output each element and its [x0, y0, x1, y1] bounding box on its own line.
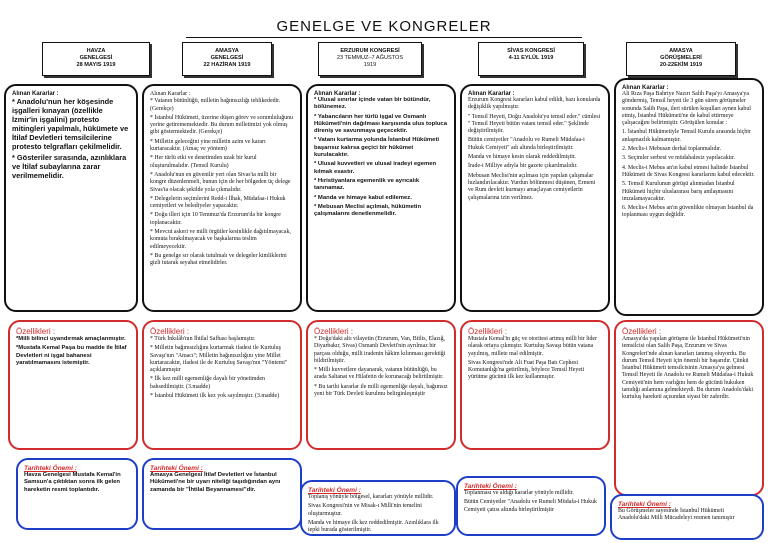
decision-item: * Doğu illeri için 10 Temmuz'da Erzurum'da bir kongre toplanacaktır. — [150, 212, 283, 226]
decision-item: * Bu genelge sır olarak tutulmalı ve delegeler kimliklerini gizli tutarak seyahat etmelidirler. — [150, 252, 289, 267]
page-title: GENELGE VE KONGRELER — [276, 18, 492, 35]
features-box-amasya-genelgesi — [142, 320, 302, 450]
feature-item: Mustafa Kemal'in güç ve otoritesi artmış milli bir lider olarak ortaya çıkmıştır. Kurtuluş Savaşı bütün vatana yayılmış, millete mal edilmiştir. — [468, 336, 599, 357]
header-line: GENELGESİ — [210, 55, 244, 61]
header-line: 4-11 EYLÜL 1919 — [508, 55, 554, 61]
decision-item: 4. Meclis-i Mebus an'ın kabul etmesi halinde İstanbul Hükümeti de Sivas Kongresi kararlarını kabul edecektir. — [622, 164, 755, 178]
header-sivas-kongresi — [478, 42, 584, 76]
header-havza — [42, 42, 150, 76]
importance-label: Tarihteki Önemi : — [618, 501, 671, 508]
header-line: 22 HAZİRAN 1919 — [203, 62, 251, 68]
features-label: Özellikleri : — [150, 327, 190, 336]
features-box-amasya-gorusmeleri — [614, 320, 764, 496]
feature-item: Sivas Kongresi'nde Ali Fuat Paşa Batı Cephesi Komutanlığı'na getirilmiş, böylece Temsil Heyeti yürütme gücünü ilk kez kullanmıştır. — [468, 359, 586, 381]
importance-item: Toplanış yönüyle bölgesel, kararları yönüyle millidir. — [308, 494, 434, 500]
header-line: 20-22EKİM 1919 — [659, 62, 703, 68]
features-label: Özellikleri : — [468, 327, 508, 336]
header-erzurum-kongresi — [318, 42, 422, 76]
decisions-label: Alınan Kararlar : — [150, 91, 191, 97]
decision-item: * Milletin geleceğini yine milletin azim ve kararı kurtaracaktır. (Amaç ve yöntem) — [150, 138, 268, 153]
header-line: SİVAS KONGRESİ — [507, 48, 555, 54]
header-line: 1919 — [363, 62, 377, 68]
decision-item: * Mevcut askeri ve milli örgütler kesinlikle dağıtılmayacak, komuta bırakılmayacak ve başkalarına teslim edilmeyecektir. — [150, 229, 293, 250]
feature-item: * İlk kez milli egemenliğe dayalı bir yönetimden bahsedilmiştir. (3.madde) — [150, 376, 267, 390]
decision-item: * Hıristiyanlara egemenlik ve ayrıcalık tanınamaz. — [314, 177, 421, 192]
importance-label: Tarihteki Önemi : — [308, 487, 361, 494]
feature-item: * Bu tarihi kararlar ile milli egemenliğe dayalı, bağımsız yeni bir Türk Devleti kurulmu belirginleşmiştir — [314, 383, 450, 398]
decisions-box-amasya-gorusmeleri — [614, 78, 764, 316]
importance-item: Manda ve himaye ilk kez reddedilmiştir. Azınlıklara ilk tepki burada gösterilmiştir. — [308, 519, 441, 534]
header-line: 23 TEMMUZ–7 AĞUSTOS — [336, 55, 404, 61]
decisions-box-erzurum — [306, 84, 456, 312]
decision-item: * Gösteriler sırasında, azınlıklara ve İtilaf subaylarına zarar verilmemelidir. — [12, 153, 129, 180]
decisions-label: Alınan Kararlar : — [622, 85, 669, 91]
decision-item: Ali Rıza Paşa Bahriye Nazırı Salih Paşa'yı Amasya'ya göndermiş, Temsil heyeti ile 3 gün süren görüşmeler sonunda Salih Paşa, ileri sürülen koşulları aynen kabul etmiş, İstanbul Hükümeti'ne de kabul ettirmeye çalışacağını belirtmiştir. Görüşülen konular : — [622, 91, 753, 127]
decision-item: 5. Temsil Kurulunun görüşü alınmadan İstanbul Hükümeti hiçbir uluslararası barış antlaşmasını imzalamayacaktır. — [622, 181, 737, 202]
decision-item: * Yabancıların her türlü işgal ve Osmanlı Hükümeti'nin dağılması karşısında ulus topluca direniş ve savunmaya geçecektir. — [314, 113, 449, 135]
decision-item: * Ulusal kuvvetleri ve ulusal iradeyi egemen kılmak esastır. — [314, 161, 438, 175]
decision-item: * Anadolu'nun en güvenilir yeri olan Sivas'ta milli bir kongre düzenlenmeli, bunun için de her bölgeden üç delege Sivas'ta olacak şekilde yola çıkmalıdır. — [150, 171, 292, 193]
decisions-label: Alınan Kararlar : — [12, 91, 59, 97]
feature-item: * Milli kuvvetlere dayanarak, vatanın bütünlüğü, bu arada Saltanat ve Hilafetin de korunacağı belirtilmiştir. — [314, 367, 444, 381]
decision-item: 3. Seçimler serbest ve müdahalesiz yapılacaktır. — [622, 155, 736, 162]
features-box-havza — [8, 320, 138, 450]
features-label: Özellikleri : — [622, 327, 662, 336]
header-line: GÖRÜŞMELERİ — [660, 55, 702, 61]
decisions-label: Alınan Kararlar : — [468, 91, 515, 97]
decision-item: 1. İstanbul Hükümetiyle Temsil Kurulu arasında hiçbir anlaşmazlık kalmamıştır. — [622, 129, 753, 143]
decision-item: Mebusan Meclisi'nin açılması için yapılan çalışmalar hızlandırılacaktır. Yurdun bölünmesi düşünen, Ermeni ve Rum devleti kurmayı amaçlayan cemiyetlerin çalışmalarına izin verilmez. — [468, 172, 597, 201]
importance-item: Bütün Cemiyetler "Anadolu ve Rumeli Müdafa-i Hukuk Cemiyeti çatısı altında birleştirilmiştir — [464, 499, 599, 513]
decisions-box-amasya-genelgesi — [142, 84, 302, 312]
importance-item: Bu Görüşmeler sayesinde İstanbul Hükümeti Anadolu'daki Milli Mücadeleyi resmen tanımıştır — [618, 508, 735, 522]
importance-box-amasya-genelgesi — [142, 458, 302, 530]
importance-label: Tarihteki Önemi : — [24, 465, 77, 472]
decision-item: Erzurum Kongresi kararları kabul edildi, bazı konularda değişiklik yapılmıştır. — [468, 97, 602, 111]
feature-item: * Türk İnkılâb'nın İhtilal Safhası başlamıştır. — [150, 336, 256, 342]
decision-item: * Delegelerin seçimlerini Redd-i İlhak, Müdafaa-i Hukuk cemiyetleri ve belediyeler yapacaktır. — [150, 195, 288, 210]
decisions-box-havza — [4, 84, 138, 312]
header-line: AMASYA — [215, 48, 239, 54]
feature-item: * Milletin bağımsızlığını kurtarmak ifadesi ile Kurtuluş Savaşı'nın "Amacı"; Milletin bağımsızlığını yine Millet kurtaracaktır, ifadesi ile de Kurtuluş Savaşı'nın "Yöntemi" açıklanmıştır — [150, 345, 289, 374]
importance-label: Tarihteki Önemi : — [464, 483, 517, 490]
decision-item: 2. Meclis-i Mebusan derhal toplanmalıdır. — [622, 146, 722, 153]
header-amasya-gorusmeleri — [626, 42, 736, 76]
decision-item: * Her türlü etki ve denetimden uzak bir kurul oluşturulmalıdır. (Temsil Kurulu) — [150, 155, 259, 169]
decisions-box-sivas — [460, 84, 610, 312]
decision-item: " Temsil Heyeti, Doğu Anadolu'yu temsil eder." cümlesi " Temsil Heyeti bütün vatanı temsil eder." Şeklinde değiştirilmiştir. — [468, 113, 602, 135]
header-line: ERZURUM KONGRESİ — [340, 48, 400, 54]
decision-item: * Manda ve himaye kabul edilemez. — [314, 194, 412, 201]
header-line: HAVZA — [86, 48, 106, 54]
title-underline — [186, 37, 582, 38]
features-label: Özellikleri : — [16, 327, 56, 336]
importance-box-sivas — [456, 476, 606, 536]
header-line: AMASYA — [669, 48, 693, 54]
feature-item: *Mustafa Kemal Paşa bu madde ile İtilaf Devletleri ni işgal bahanesi yaratılmamasını istemiştir. — [16, 345, 129, 366]
importance-box-erzurum — [300, 480, 456, 536]
features-box-sivas — [460, 320, 610, 450]
decisions-label: Alınan Kararlar : — [314, 91, 361, 97]
decision-item: * Vatanın bütünlüğü, milletin bağımsızlığı tehlikededir. (Gerekçe) — [150, 98, 282, 112]
importance-box-havza — [16, 458, 138, 530]
importance-box-amasya-gorusmeleri — [610, 494, 764, 540]
importance-item: Toplanması ve aldığı kararlar yönüyle millidir. — [464, 490, 574, 496]
decision-item: Bütün cemiyetler "Anadolu ve Rumeli Müdafaa-i Hukuk Cemiyeti" adı altında birleştirilmiştir. — [468, 137, 587, 151]
features-label: Özellikleri : — [314, 327, 354, 336]
header-line: GENELGESİ — [79, 55, 113, 61]
feature-item: Amasya'da yapılan görüşme ile İstanbul Hükümeti'nin temsilcisi olan Salih Paşa, Erzurum ve Sivas Kongreleri'nde alınan kararları tanımış oluyordu. Bu durum Temsil Heyeti için önemli bir başarıdır. Çünkü İstanbul Hükümeti temsilcisinin Amasya'ya gelmesi Temsil Heyeti ile Anadolu ve Rumeli Müdafaa-i Hukuk Cemiyeti'nin hem varlığını hem de gücünü hukuken tanıdığı anlamına gelmekteydi. Bu durum Anadolu'daki kurtuluş hareketi açısından siyasi bir zaferdir. — [622, 336, 755, 401]
feature-item: * Doğu'daki altı vilayetin (Erzurum, Van, Bitlis, Elazığ, Diyarbakır, Sivas) Osmanlı Devleti'nin ayrılmaz bir parçası olduğu, milli iradenin hâkim kılınması gerektiği bildirilmiştir. — [314, 336, 447, 364]
decision-item: İrade-i Milliye adıyla bir gazete çıkarılmalıdır. — [468, 163, 578, 170]
features-box-erzurum — [306, 320, 456, 450]
decision-item: 6. Meclis-i Mebus an'ın güvenlikte olmayan İstanbul da toplanması uygun değildir. — [622, 205, 755, 219]
decision-item: * Anadolu'nun her köşesinde işgalleri kınayan (özellikle İzmir'in işgalini) protesto mitingleri yapılmalı, hükümete ve İtilaf Devletleri temsilcilerine protesto telgrafları çekilmelidir. — [12, 97, 131, 151]
feature-item: *Milli bilinci uyandırmak amaçlanmıştır. — [16, 336, 126, 342]
header-line: 28 MAYIS 1919 — [76, 62, 116, 68]
importance-label: Tarihteki Önemi : — [150, 465, 203, 472]
decision-item: * Ulusal sınırlar içinde vatan bir bütündür, bölünemez. — [314, 97, 433, 111]
decision-item: * Mebusan Meclisi açılmalı, hükümetin çalışmalarını denetlenmelidir. — [314, 203, 423, 218]
decision-item: * Vatanı kurtarma yolunda İstanbul Hükümeti başarısız kalırsa geçici bir hükümet kurulacaktır. — [314, 137, 441, 159]
decision-item: * İstanbul Hükümeti, üzerine düşen görev ve sorumluluğunu yerine getirememektedir. Bu durum milletimizi yok olmuş gibi göstermektedir. (Gerekçe) — [150, 114, 295, 136]
header-amasya-genelgesi — [182, 42, 272, 76]
decision-item: Manda ve himaye kesin olarak reddedilmiştir. — [468, 154, 576, 161]
importance-item: Amasya Genelgesi İtilaf Devletleri ve İstanbul Hükümeti'ne bir uyarı niteliği taşıdığından aynı zamanda bir "İhtilal Beyannamesi"dir. — [150, 472, 283, 493]
importance-item: Havza Genelgesi Mustafa Kemal'in Samsun'a çıktıktan sonra ilk gelen hareketin resmi toplantıdır. — [24, 472, 123, 493]
importance-item: Sivas Kongresi'nin ve Misak-ı Milli'nin temelini oluşturmuştur. — [308, 503, 424, 517]
feature-item: * İstanbul Hükümeti ilk kez yok sayılmıştır. (3.madde) — [150, 393, 280, 400]
